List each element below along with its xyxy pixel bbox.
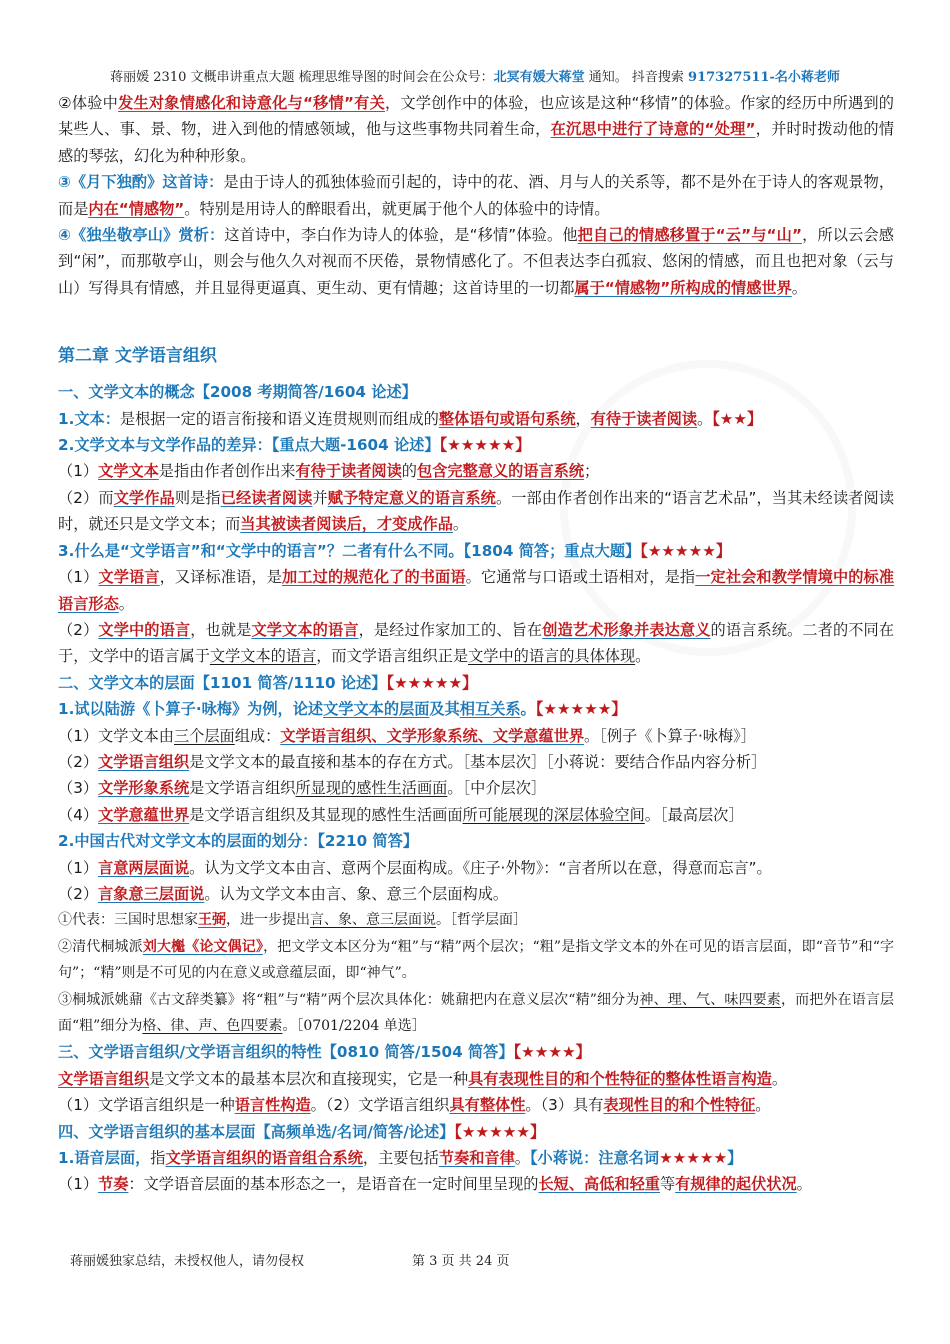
- s1-q1: 1.文本：是根据一定的语言衔接和语义连贯规则而组成的整体语句或语句系统，有待于读者阅读。【★★】: [58, 409, 763, 428]
- header-middle: 通知。 抖音搜索: [584, 70, 689, 85]
- s1-q2-item1: （1）文学文本是指由作者创作出来有待于读者阅读的包含完整意义的语言系统；: [58, 462, 600, 481]
- s2-q2-note1: ①代表：三国时思想家王弼，进一步提出言、象、意三层面说。［哲学层面］: [58, 912, 527, 929]
- s2-q2-item1: （1）言意两层面说。认为文学文本由言、意两个层面构成。《庄子·外物》：“言者所以在意，得意而忘言”。: [58, 858, 772, 877]
- s2-q1-item2: （2）文学语言组织是文学文本的最直接和基本的存在方式。［基本层次］［小蒋说：要结合作品内容分析］: [58, 752, 767, 771]
- footer-copyright: 蒋丽媛独家总结，未授权他人，请勿侵权: [70, 1254, 305, 1269]
- s2-q2-note3: ③桐城派姚鼐《古文辞类纂》将“粗”与“精”两个层次具体化：姚鼐把内在意义层次“精”细分为神、理、气、味四要素，而把外在语言层面“粗”细分为格、律、声、色四要素。［0701/2204 单选］: [58, 991, 894, 1034]
- page-number: 第 3 页 共 24 页: [412, 1254, 510, 1269]
- section-3-title: 三、文学语言组织/文学语言组织的特性【0810 简答/1504 简答】【★★★★】: [58, 1043, 591, 1062]
- s4-q1: 1.语音层面，指文学语言组织的语音组合系统，主要包括节奏和音律。【小蒋说：注意名词★★★★★】: [58, 1149, 743, 1168]
- header-prefix: 蒋丽媛 2310 文概串讲重点大题 梳理思维导图的时间会在公众号：: [110, 70, 494, 85]
- s1-q2-item2: （2）而文学作品则是指已经读者阅读并赋予特定意义的语言系统。一部由作者创作出来的“语言艺术品”，当其未经读者阅读时，就还只是文学文本；而当其被读者阅读后，才变成作品。: [58, 488, 895, 534]
- s2-q1-item1: （1）文学文本由三个层面组成：文学语言组织、文学形象系统、文学意蕴世界。［例子《卜算子·咏梅》］: [58, 726, 756, 745]
- s2-q1-item4: （4）文学意蕴世界是文学语言组织及其显现的感性生活画面所可能展现的深层体验空间。［最高层次］: [58, 805, 744, 824]
- paragraph-empathy: ②体验中发生对象情感化和诗意化与“移情”有关，文学创作中的体验，也应该是这种“移情”的体验。作家的经历中所遇到的某些人、事、景、物，进入到他的情感领域，他与这些事物共同着生命，在沉思中进行了诗意的“处理”，并时时拨动他的情感的琴弦，幻化为种种形象。: [58, 94, 895, 165]
- s2-q1-item3: （3）文学形象系统是文学语言组织所显现的感性生活画面。［中介层次］: [58, 779, 547, 798]
- s2-q2: 2.中国古代对文学文本的层面的划分：【2210 简答】: [58, 832, 419, 851]
- paragraph-yuexiaduzhuo: ③《月下独酌》这首诗：是由于诗人的孤独体验而引起的，诗中的花、酒、月与人的关系等，都不是外在于诗人的客观景物，而是内在“情感物”。特别是用诗人的醉眼看出，就更属于他个人的体验中的诗情。: [58, 173, 895, 218]
- s1-q3-item2: （2）文学中的语言，也就是文学文本的语言，是经过作家加工的、旨在创造艺术形象并表达意义的语言系统。二者的不同在于，文学中的语言属于文学文本的语言，而文学语言组织正是文学中的语言的具体体现。: [58, 620, 895, 666]
- section-4-title: 四、文学语言组织的基本层面【高频单选/名词/简答/论述】【★★★★★】: [58, 1122, 546, 1141]
- header-douyin: 917327511-名小蒋老师: [688, 70, 840, 85]
- paragraph-duzuojingtingshan: ④《独坐敬亭山》赏析：这首诗中，李白作为诗人的体验，是“移情”体验。他把自己的情感移置于“云”与“山”，所以云会感到“闲”，而那敬亭山，则会与他久久对视而不厌倦，景物情感化了。不但表达李白孤寂、悠闲的情感，而且也把对象（云与山）写得具有情感，并且显得更逼真、更生动、更有情趣；这首诗里的一切都属于“情感物”所构成的情感世界。: [58, 226, 894, 297]
- page-content: [58, 90, 894, 1198]
- header-account: 北冥有媛大蒋堂: [493, 70, 585, 85]
- s2-q2-note2: ②清代桐城派刘大櫆《论文偶记》，把文学文本区分为“粗”与“精”两个层次；“粗”是指文学文本的外在可见的语言层面，即“音节”和“字句”；“精”则是不可见的内在意义或意蕴层面，即“神气”。: [58, 938, 895, 982]
- s2-q1: 1.试以陆游《卜算子·咏梅》为例，论述文学文本的层面及其相互关系。【★★★★★】: [58, 700, 627, 719]
- s3-definition: 文学语言组织是文学文本的最基本层次和直接现实，它是一种具有表现性目的和个性特征的整体性语言构造。: [58, 1069, 787, 1088]
- section-1-title: 一、文学文本的概念【2008 考期简答/1604 论述】: [58, 383, 417, 402]
- section-2-title: 二、文学文本的层面【1101 简答/1110 论述】【★★★★★】: [58, 673, 478, 692]
- chapter-title: 第二章 文学语言组织: [58, 346, 217, 367]
- s1-q2: 2.文学文本与文学作品的差异：【重点大题-1604 论述】【★★★★★】: [58, 436, 531, 455]
- page-header: [0, 66, 950, 85]
- s3-features: （1）文学语言组织是一种语言性构造。（2）文学语言组织具有整体性。（3）具有表现性目的和个性特征。: [58, 1096, 771, 1115]
- s4-q1-item1: （1）节奏：文学语音层面的基本形态之一，是语音在一定时间里呈现的长短、高低和轻重等有规律的起伏状况。: [58, 1175, 812, 1194]
- s1-q3: 3.什么是“文学语言”和“文学中的语言”？二者有什么不同。【1804 简答；重点大题】【★★★★★】: [58, 541, 732, 560]
- s1-q3-item1: （1）文学语言，又译标准语，是加工过的规范化了的书面语。它通常与口语或土语相对，是指一定社会和教学情境中的标准语言形态。: [58, 568, 895, 613]
- s2-q2-item2: （2）言象意三层面说。认为文学文本由言、象、意三个层面构成。: [58, 884, 509, 903]
